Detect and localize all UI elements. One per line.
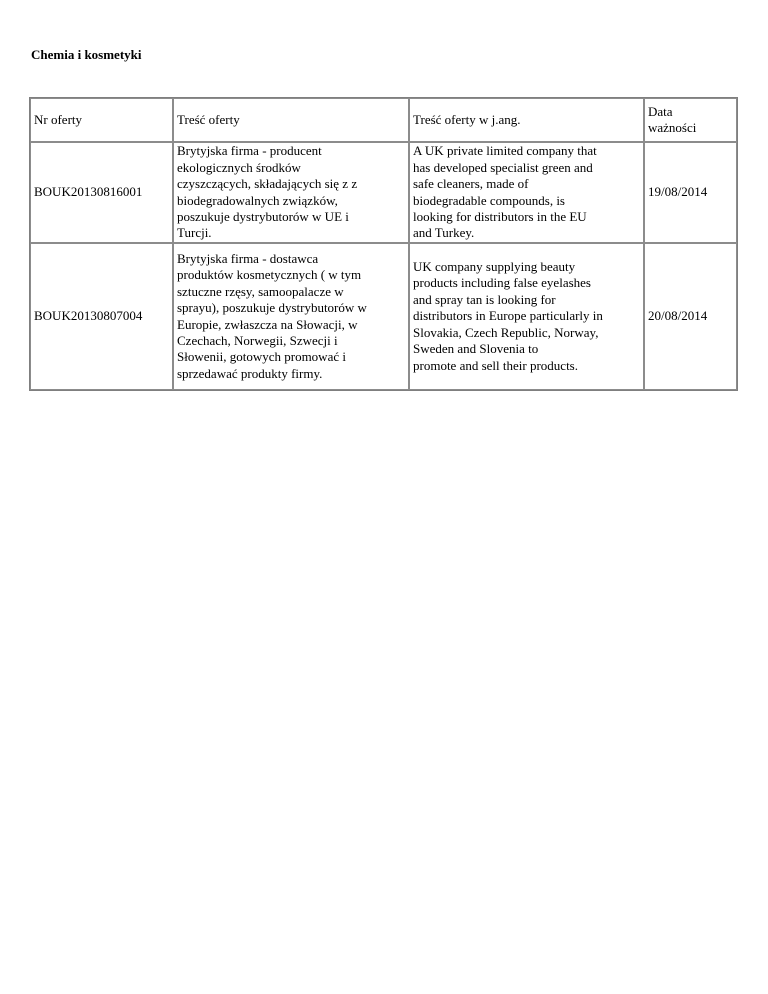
cell-nr-oferty: BOUK20130816001 [30, 142, 173, 243]
cell-nr-oferty: BOUK20130807004 [30, 243, 173, 390]
cell-data-waznosci: 19/08/2014 [644, 142, 737, 243]
offers-table [29, 97, 738, 391]
cell-tresc-oferty-ang: UK company supplying beauty products including false eyelashes and spray tan is looking for distributors in Europe particularly in Slovakia, Czech Republic, Norway, Sweden and Slovenia to promote and sell their products. [409, 243, 644, 390]
cell-tresc-oferty: Brytyjska firma - producent ekologicznych środków czyszczących, składających się z z biodegradowalnych związków, poszukuje dystrybutorów w UE i Turcji. [173, 142, 409, 243]
cell-tresc-oferty: Brytyjska firma - dostawca produktów kosmetycznych ( w tym sztuczne rzęsy, samoopalacze w sprayu), poszukuje dystrybutorów w Europie, zwłaszcza na Słowacji, w Czechach, Norwegii, Szwecji i Słowenii, gotowych promować i sprzedawać produkty firmy. [173, 243, 409, 390]
table-row [30, 243, 737, 390]
header-tresc-oferty: Treść oferty [173, 98, 409, 142]
header-tresc-oferty-ang: Treść oferty w j.ang. [409, 98, 644, 142]
page-title: Chemia i kosmetyki [31, 47, 142, 62]
header-nr-oferty: Nr oferty [30, 98, 173, 142]
table-row [30, 142, 737, 243]
cell-data-waznosci: 20/08/2014 [644, 243, 737, 390]
table-header-row [30, 98, 737, 142]
header-data-waznosci: Data ważności [644, 98, 737, 142]
cell-tresc-oferty-ang: A UK private limited company that has developed specialist green and safe cleaners, made of biodegradable compounds, is looking for distributors in the EU and Turkey. [409, 142, 644, 243]
